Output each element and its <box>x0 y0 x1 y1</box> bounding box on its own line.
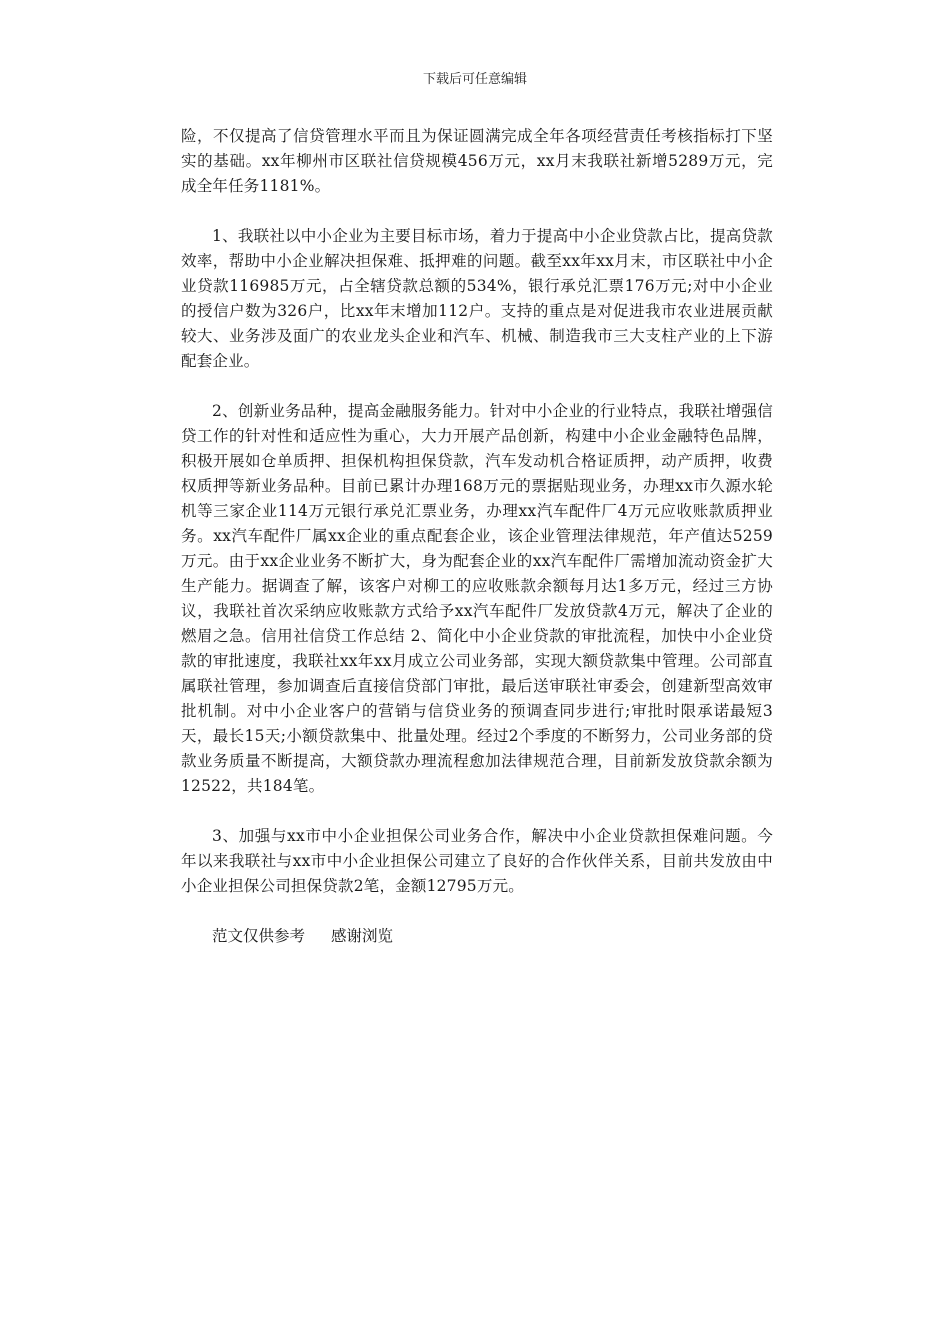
footer-thanks-text: 感谢浏览 <box>331 927 394 945</box>
footer-reference-text: 范文仅供参考 <box>212 927 306 945</box>
paragraph-point-2: 2、创新业务品种，提高金融服务能力。针对中小企业的行业特点，我联社增强信贷工作的针对性和适应性为重心，大力开展产品创新，构建中小企业金融特色品牌，积极开展如仓单质押、担保机构担保贷款，汽车发动机合格证质押，动产质押，收费权质押等新业务品种。目前已累计办理168万元的票据贴现业务，办理xx市久源水轮机等三家企业114万元银行承兑汇票业务，办理xx汽车配件厂4万元应收账款质押业务。xx汽车配件厂属xx企业的重点配套企业，该企业管理法律规范，年产值达5259万元。由于xx企业业务不断扩大，身为配套企业的xx汽车配件厂需增加流动资金扩大生产能力。据调查了解，该客户对柳工的应收账款余额每月达1多万元，经过三方协议，我联社首次采纳应收账款方式给予xx汽车配件厂发放贷款4万元，解决了企业的燃眉之急。信用社信贷工作总结 2、简化中小企业贷款的审批流程，加快中小企业贷款的审批速度，我联社xx年xx月成立公司业务部，实现大额贷款集中管理。公司部直属联社管理，参加调查后直接信贷部门审批，最后送审联社审委会，创建新型高效审批机制。对中小企业客户的营销与信贷业务的预调查同步进行;审批时限承诺最短3天，最长15天;小额贷款集中、批量处理。经过2个季度的不断努力，公司业务部的贷款业务质量不断提高，大额贷款办理流程愈加法律规范合理，目前新发放贷款余额为12522，共184笔。 <box>181 402 773 795</box>
paragraph-point-1: 1、我联社以中小企业为主要目标市场，着力于提高中小企业贷款占比，提高贷款效率，帮助中小企业解决担保难、抵押难的问题。截至xx年xx月末，市区联社中小企业贷款116985万元，占全辖贷款总额的534%，银行承兑汇票176万元;对中小企业的授信户数为326户，比xx年末增加112户。支持的重点是对促进我市农业进展贡献较大、业务涉及面广的农业龙头企业和汽车、机械、制造我市三大支柱产业的上下游配套企业。 <box>181 227 773 370</box>
header-note: 下载后可任意编辑 <box>422 72 527 87</box>
document-body <box>181 124 773 949</box>
paragraph-spacer <box>181 799 773 824</box>
paragraph-spacer <box>181 899 773 924</box>
paragraph-spacer <box>181 199 773 224</box>
paragraph-point-3: 3、加强与xx市中小企业担保公司业务合作，解决中小企业贷款担保难问题。今年以来我联社与xx市中小企业担保公司建立了良好的合作伙伴关系，目前共发放由中小企业担保公司担保贷款2笔，金额12795万元。 <box>181 827 773 895</box>
footer-note <box>181 924 773 949</box>
paragraph-continuation: 险，不仅提高了信贷管理水平而且为保证圆满完成全年各项经营责任考核指标打下坚实的基础。xx年柳州市区联社信贷规模456万元，xx月末我联社新增5289万元，完成全年任务1181%。 <box>181 127 773 195</box>
paragraph-spacer <box>181 374 773 399</box>
